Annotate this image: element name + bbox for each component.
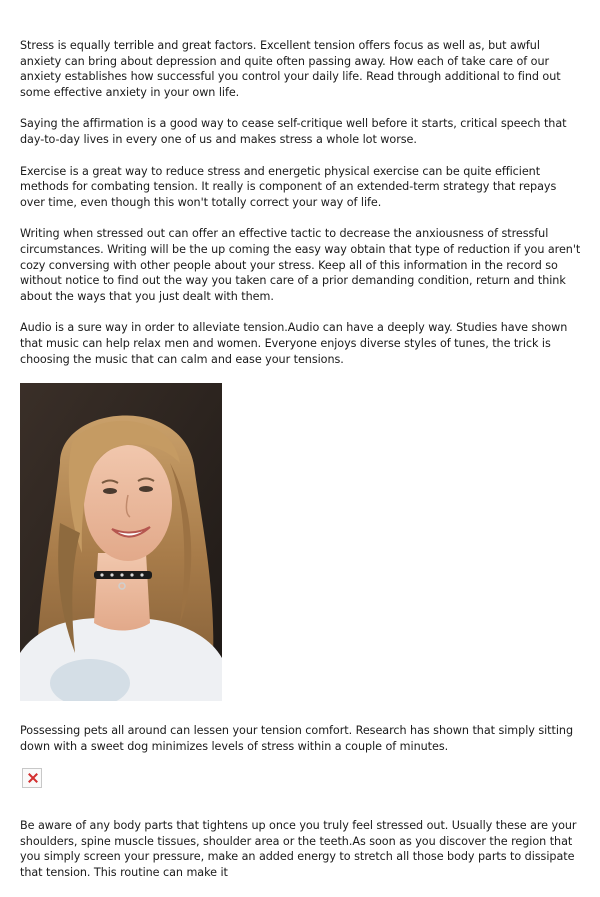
paragraph-affirmation: Saying the affirmation is a good way to cease self-critique well before it starts, critical speech that day-to-day lives in every one of us and makes stress a whole lot worse. [20,117,567,146]
paragraph-writing: Writing when stressed out can offer an effective tactic to decrease the anxiousness of stressful circumstances. Writing will be the up coming the easy way obtain that type of reduction if you aren't cozy conversing with other people about your stress. Keep all of this information in the record so without notice to find out the way you taken care of a prior demanding condition, return and think about the ways that you just dealt with them. [20,227,581,303]
paragraph-body-parts: Be aware of any body parts that tightens up once you truly feel stressed out. Usually these are your shoulders, spine muscle tissues, shoulder area or the teeth.As soon as you discover the region that you simply screen your pressure, make an added energy to stretch all those body parts to dissipate that tension. This routine can make it [20,819,577,880]
broken-image-icon [27,772,38,783]
broken-image-placeholder [22,768,42,788]
paragraph-pets: Possessing pets all around can lessen your tension comfort. Research has shown that simply sitting down with a sweet dog minimizes levels of stress within a couple of minutes. [20,724,573,753]
portrait-photo [20,383,222,701]
paragraph-stress-intro: Stress is equally terrible and great factors. Excellent tension offers focus as well as, but awful anxiety can bring about depression and quite often passing away. How each of take care of our anxiety establishes how successful you control your daily life. Read through additional to find out some effective anxiety in your own life. [20,39,561,99]
paragraph-audio: Audio is a sure way in order to alleviate tension.Audio can have a deeply way. Studies have shown that music can help relax men and women. Everyone enjoys diverse styles of tunes, the trick is choosing the music that can calm and ease your tensions. [20,321,568,366]
paragraph-exercise: Exercise is a great way to reduce stress and energetic physical exercise can be quite efficient methods for combating tension. It really is component of an extended-term strategy that repays over time, even though this won't totally correct your way of life. [20,164,557,209]
article-body [20,38,582,897]
